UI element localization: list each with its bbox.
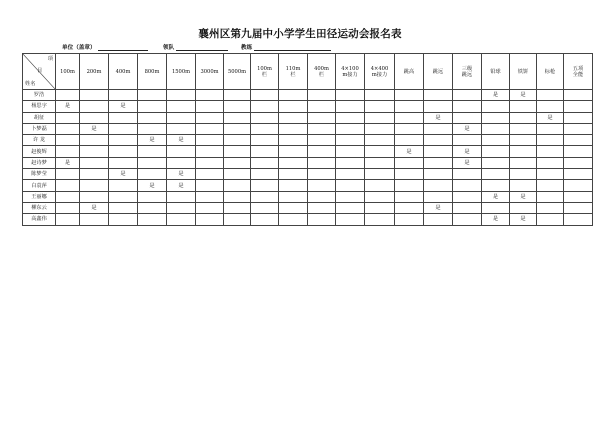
entry-cell[interactable]: [279, 202, 308, 213]
entry-cell[interactable]: [424, 214, 453, 225]
entry-cell[interactable]: [167, 101, 196, 112]
athlete-name: 胡征: [23, 112, 56, 123]
entry-cell[interactable]: [365, 123, 395, 134]
entry-cell[interactable]: [251, 191, 279, 202]
entry-cell[interactable]: [109, 90, 138, 101]
entry-cell[interactable]: [453, 214, 482, 225]
entry-cell[interactable]: [167, 90, 196, 101]
entry-cell[interactable]: [308, 180, 336, 191]
entry-cell[interactable]: [279, 191, 308, 202]
entry-mark[interactable]: 是: [80, 123, 109, 134]
entry-mark[interactable]: 是: [482, 191, 510, 202]
entry-cell[interactable]: [224, 135, 251, 146]
entry-cell[interactable]: [279, 135, 308, 146]
entry-cell[interactable]: [510, 202, 537, 213]
entry-cell[interactable]: [308, 202, 336, 213]
entry-cell[interactable]: [224, 123, 251, 134]
entry-cell[interactable]: [196, 191, 224, 202]
entry-cell[interactable]: [224, 157, 251, 168]
entry-cell[interactable]: [482, 202, 510, 213]
entry-cell[interactable]: [279, 146, 308, 157]
entry-cell[interactable]: [80, 112, 109, 123]
entry-cell[interactable]: [56, 112, 80, 123]
entry-cell[interactable]: [138, 146, 167, 157]
entry-cell[interactable]: [167, 214, 196, 225]
entry-cell[interactable]: [80, 135, 109, 146]
event-header: 100m 栏: [251, 54, 279, 90]
entry-cell[interactable]: [424, 169, 453, 180]
entry-cell[interactable]: [251, 169, 279, 180]
entry-mark[interactable]: 是: [80, 202, 109, 213]
entry-mark[interactable]: 是: [167, 180, 196, 191]
entry-mark[interactable]: 是: [482, 90, 510, 101]
entry-cell[interactable]: [424, 101, 453, 112]
entry-cell[interactable]: [537, 135, 564, 146]
entry-cell[interactable]: [138, 157, 167, 168]
entry-cell[interactable]: [537, 191, 564, 202]
entry-cell[interactable]: [395, 123, 424, 134]
entry-cell[interactable]: [80, 214, 109, 225]
entry-cell[interactable]: [196, 202, 224, 213]
table-row: [23, 146, 593, 157]
event-header: 4×100 m接力: [336, 54, 365, 90]
entry-cell[interactable]: [308, 123, 336, 134]
event-header: 1500m: [167, 54, 196, 90]
entry-cell[interactable]: [510, 146, 537, 157]
entry-cell[interactable]: [564, 135, 593, 146]
table-row: [23, 157, 593, 168]
entry-cell[interactable]: [251, 202, 279, 213]
entry-cell[interactable]: [224, 214, 251, 225]
event-header: 100m: [56, 54, 80, 90]
table-row: [23, 202, 593, 213]
event-header: 4×400 m接力: [365, 54, 395, 90]
entry-cell[interactable]: [395, 202, 424, 213]
entry-cell[interactable]: [251, 112, 279, 123]
entry-cell[interactable]: [424, 90, 453, 101]
entry-cell[interactable]: [279, 101, 308, 112]
entry-cell[interactable]: [80, 169, 109, 180]
entry-cell[interactable]: [537, 202, 564, 213]
athlete-name: 王丽娜: [23, 191, 56, 202]
table-row: [23, 112, 593, 123]
entry-cell[interactable]: [138, 202, 167, 213]
table-row: [23, 180, 593, 191]
entry-cell[interactable]: [510, 101, 537, 112]
athlete-name: 杨思宇: [23, 101, 56, 112]
entry-cell[interactable]: [167, 146, 196, 157]
table-row: [23, 191, 593, 202]
athlete-name: 白袁萍: [23, 180, 56, 191]
event-header: 400m: [109, 54, 138, 90]
entry-cell[interactable]: [564, 123, 593, 134]
entry-cell[interactable]: [279, 214, 308, 225]
header-row: [23, 54, 593, 90]
entry-mark[interactable]: 是: [424, 202, 453, 213]
entry-cell[interactable]: [109, 214, 138, 225]
entry-cell[interactable]: [224, 112, 251, 123]
coach-blank[interactable]: [254, 44, 331, 51]
entry-cell[interactable]: [279, 123, 308, 134]
entry-cell[interactable]: [167, 202, 196, 213]
entry-cell[interactable]: [251, 180, 279, 191]
entry-cell[interactable]: [453, 169, 482, 180]
table-row: [23, 123, 593, 134]
entry-cell[interactable]: [308, 146, 336, 157]
entry-mark[interactable]: 是: [109, 101, 138, 112]
entry-mark[interactable]: 是: [56, 157, 80, 168]
entry-mark[interactable]: 是: [482, 214, 510, 225]
entry-cell[interactable]: [395, 90, 424, 101]
entry-cell[interactable]: [537, 169, 564, 180]
event-header: 铅球: [482, 54, 510, 90]
event-header: 800m: [138, 54, 167, 90]
entry-cell[interactable]: [251, 123, 279, 134]
entry-cell[interactable]: [56, 191, 80, 202]
entry-cell[interactable]: [109, 157, 138, 168]
leader-blank[interactable]: [176, 44, 228, 51]
entry-cell[interactable]: [453, 191, 482, 202]
entry-cell[interactable]: [424, 135, 453, 146]
entry-cell[interactable]: [564, 90, 593, 101]
entry-cell[interactable]: [395, 191, 424, 202]
entry-mark[interactable]: 是: [453, 123, 482, 134]
entry-cell[interactable]: [167, 123, 196, 134]
entry-cell[interactable]: [482, 146, 510, 157]
entry-cell[interactable]: [251, 135, 279, 146]
event-header: 铁饼: [510, 54, 537, 90]
entry-cell[interactable]: [453, 202, 482, 213]
entry-cell[interactable]: [537, 180, 564, 191]
event-header: 五项 全能: [564, 54, 593, 90]
entry-cell[interactable]: [196, 146, 224, 157]
page-title: 襄州区第九届中小学学生田径运动会报名表: [198, 28, 402, 40]
entry-cell[interactable]: [224, 90, 251, 101]
unit-blank[interactable]: [98, 44, 148, 51]
entry-cell[interactable]: [336, 169, 365, 180]
corner-header: [23, 54, 56, 90]
entry-cell[interactable]: [365, 191, 395, 202]
entry-mark[interactable]: 是: [510, 90, 537, 101]
event-header: 三级 跳远: [453, 54, 482, 90]
event-header: 400m 栏: [308, 54, 336, 90]
entry-cell[interactable]: [251, 157, 279, 168]
entry-cell[interactable]: [424, 191, 453, 202]
entry-mark[interactable]: 是: [424, 112, 453, 123]
entry-cell[interactable]: [482, 169, 510, 180]
entry-cell[interactable]: [482, 180, 510, 191]
entry-cell[interactable]: [537, 157, 564, 168]
entry-cell[interactable]: [56, 146, 80, 157]
entry-cell[interactable]: [564, 202, 593, 213]
entry-cell[interactable]: [336, 191, 365, 202]
entry-cell[interactable]: [395, 180, 424, 191]
entry-cell[interactable]: [308, 157, 336, 168]
event-header: 跳远: [424, 54, 453, 90]
entry-cell[interactable]: [279, 169, 308, 180]
entry-cell[interactable]: [109, 123, 138, 134]
entry-cell[interactable]: [482, 101, 510, 112]
entry-cell[interactable]: [308, 90, 336, 101]
entry-cell[interactable]: [196, 180, 224, 191]
entry-cell[interactable]: [80, 146, 109, 157]
entry-cell[interactable]: [424, 146, 453, 157]
leader-field: [163, 43, 228, 51]
table-row: [23, 214, 593, 225]
entry-mark[interactable]: 是: [453, 157, 482, 168]
entry-cell[interactable]: [365, 90, 395, 101]
entry-cell[interactable]: [453, 112, 482, 123]
entry-cell[interactable]: [365, 157, 395, 168]
entry-cell[interactable]: [196, 101, 224, 112]
event-header: 200m: [80, 54, 109, 90]
entry-cell[interactable]: [224, 202, 251, 213]
athlete-name: 赵俊辉: [23, 146, 56, 157]
entry-cell[interactable]: [279, 112, 308, 123]
entry-cell[interactable]: [336, 180, 365, 191]
corner-middle-text: 目: [37, 68, 43, 74]
athlete-name: 高鑫伟: [23, 214, 56, 225]
table-row: [23, 169, 593, 180]
entry-cell[interactable]: [138, 214, 167, 225]
corner-top-text: 项: [47, 56, 53, 62]
entry-cell[interactable]: [453, 180, 482, 191]
entry-cell[interactable]: [482, 112, 510, 123]
athlete-name: 陈梦莹: [23, 169, 56, 180]
entry-cell[interactable]: [395, 157, 424, 168]
entry-cell[interactable]: [510, 112, 537, 123]
entry-cell[interactable]: [224, 146, 251, 157]
entry-cell[interactable]: [395, 169, 424, 180]
entry-cell[interactable]: [564, 101, 593, 112]
entry-cell[interactable]: [224, 180, 251, 191]
athlete-name: 柳东云: [23, 202, 56, 213]
entry-cell[interactable]: [56, 90, 80, 101]
entry-cell[interactable]: [80, 90, 109, 101]
entry-cell[interactable]: [453, 101, 482, 112]
coach-field: [241, 43, 331, 51]
entry-cell[interactable]: [537, 90, 564, 101]
entry-cell[interactable]: [308, 191, 336, 202]
entry-mark[interactable]: 是: [537, 112, 564, 123]
entry-cell[interactable]: [564, 157, 593, 168]
athlete-name: 许 龙: [23, 135, 56, 146]
entry-cell[interactable]: [308, 135, 336, 146]
entry-cell[interactable]: [336, 202, 365, 213]
entry-cell[interactable]: [109, 180, 138, 191]
entry-cell[interactable]: [424, 157, 453, 168]
entry-cell[interactable]: [365, 202, 395, 213]
entry-cell[interactable]: [365, 169, 395, 180]
entry-cell[interactable]: [138, 90, 167, 101]
entry-cell[interactable]: [167, 112, 196, 123]
entry-cell[interactable]: [482, 157, 510, 168]
athlete-name: 罗浩: [23, 90, 56, 101]
entry-cell[interactable]: [196, 112, 224, 123]
entry-cell[interactable]: [336, 214, 365, 225]
entry-mark[interactable]: 是: [138, 135, 167, 146]
entry-cell[interactable]: [109, 146, 138, 157]
entry-cell[interactable]: [365, 146, 395, 157]
entry-cell[interactable]: [138, 123, 167, 134]
entry-cell[interactable]: [510, 135, 537, 146]
entry-cell[interactable]: [308, 169, 336, 180]
entry-cell[interactable]: [308, 214, 336, 225]
unit-label: 单位（盖章）: [62, 45, 96, 51]
entry-cell[interactable]: [365, 135, 395, 146]
entry-cell[interactable]: [80, 157, 109, 168]
entry-mark[interactable]: 是: [395, 146, 424, 157]
entry-cell[interactable]: [482, 123, 510, 134]
entry-cell[interactable]: [395, 135, 424, 146]
athlete-name: 卜梦磊: [23, 123, 56, 134]
entry-cell[interactable]: [80, 101, 109, 112]
entry-cell[interactable]: [336, 101, 365, 112]
entry-cell[interactable]: [564, 169, 593, 180]
table-row: [23, 90, 593, 101]
entry-cell[interactable]: [167, 157, 196, 168]
athlete-name: 赵诗梦: [23, 157, 56, 168]
table-row: [23, 101, 593, 112]
entry-cell[interactable]: [336, 135, 365, 146]
corner-bottom-text: 姓名: [25, 81, 36, 87]
entry-cell[interactable]: [196, 123, 224, 134]
unit-field: [62, 43, 148, 51]
entry-cell[interactable]: [138, 191, 167, 202]
entry-cell[interactable]: [308, 112, 336, 123]
entry-cell[interactable]: [336, 112, 365, 123]
entry-cell[interactable]: [251, 214, 279, 225]
entry-cell[interactable]: [537, 101, 564, 112]
entry-cell[interactable]: [365, 112, 395, 123]
entry-cell[interactable]: [395, 112, 424, 123]
entry-cell[interactable]: [196, 90, 224, 101]
entry-cell[interactable]: [336, 157, 365, 168]
entry-cell[interactable]: [336, 90, 365, 101]
entry-cell[interactable]: [56, 180, 80, 191]
entry-cell[interactable]: [80, 180, 109, 191]
entry-cell[interactable]: [453, 90, 482, 101]
coach-label: 教练: [241, 45, 253, 51]
entry-cell[interactable]: [395, 214, 424, 225]
table-body: [23, 90, 593, 226]
entry-cell[interactable]: [424, 123, 453, 134]
entry-mark[interactable]: 是: [109, 169, 138, 180]
entry-cell[interactable]: [537, 146, 564, 157]
entry-cell[interactable]: [365, 214, 395, 225]
entry-cell[interactable]: [424, 180, 453, 191]
entry-mark[interactable]: 是: [167, 169, 196, 180]
entry-cell[interactable]: [109, 112, 138, 123]
entry-cell[interactable]: [138, 101, 167, 112]
entry-mark[interactable]: 是: [453, 146, 482, 157]
entry-mark[interactable]: 是: [167, 135, 196, 146]
entry-cell[interactable]: [510, 123, 537, 134]
entry-cell[interactable]: [224, 169, 251, 180]
entry-cell[interactable]: [482, 135, 510, 146]
entry-cell[interactable]: [279, 157, 308, 168]
event-header: 110m 栏: [279, 54, 308, 90]
entry-cell[interactable]: [510, 169, 537, 180]
entry-cell[interactable]: [564, 112, 593, 123]
entry-mark[interactable]: 是: [56, 101, 80, 112]
entry-cell[interactable]: [56, 123, 80, 134]
event-header: 跳高: [395, 54, 424, 90]
entry-cell[interactable]: [308, 101, 336, 112]
entry-cell[interactable]: [196, 157, 224, 168]
entry-cell[interactable]: [537, 123, 564, 134]
entry-cell[interactable]: [395, 101, 424, 112]
entry-cell[interactable]: [251, 101, 279, 112]
entry-cell[interactable]: [196, 135, 224, 146]
entry-cell[interactable]: [109, 202, 138, 213]
entry-cell[interactable]: [167, 191, 196, 202]
entry-cell[interactable]: [510, 180, 537, 191]
entry-cell[interactable]: [224, 101, 251, 112]
entry-cell[interactable]: [109, 135, 138, 146]
entry-cell[interactable]: [251, 146, 279, 157]
entry-mark[interactable]: 是: [510, 214, 537, 225]
event-header: 3000m: [196, 54, 224, 90]
event-header: 标枪: [537, 54, 564, 90]
entry-cell[interactable]: [336, 123, 365, 134]
entry-cell[interactable]: [279, 180, 308, 191]
entry-cell[interactable]: [56, 135, 80, 146]
entry-cell[interactable]: [564, 214, 593, 225]
entry-cell[interactable]: [56, 202, 80, 213]
entry-cell[interactable]: [510, 157, 537, 168]
entry-mark[interactable]: 是: [138, 180, 167, 191]
entry-cell[interactable]: [365, 180, 395, 191]
entry-cell[interactable]: [537, 214, 564, 225]
entry-cell[interactable]: [196, 214, 224, 225]
event-header: 5000m: [224, 54, 251, 90]
entry-cell[interactable]: [138, 112, 167, 123]
entry-cell[interactable]: [224, 191, 251, 202]
entry-cell[interactable]: [564, 191, 593, 202]
entry-cell[interactable]: [564, 180, 593, 191]
entry-mark[interactable]: 是: [510, 191, 537, 202]
entry-cell[interactable]: [56, 169, 80, 180]
entry-cell[interactable]: [251, 90, 279, 101]
entry-cell[interactable]: [109, 191, 138, 202]
entry-cell[interactable]: [365, 101, 395, 112]
entry-cell[interactable]: [279, 90, 308, 101]
entry-cell[interactable]: [138, 169, 167, 180]
entry-cell[interactable]: [453, 135, 482, 146]
registration-table: [22, 53, 593, 226]
entry-cell[interactable]: [56, 214, 80, 225]
entry-cell[interactable]: [564, 146, 593, 157]
entry-cell[interactable]: [196, 169, 224, 180]
leader-label: 领队: [163, 45, 175, 51]
entry-cell[interactable]: [80, 191, 109, 202]
table-row: [23, 135, 593, 146]
entry-cell[interactable]: [336, 146, 365, 157]
